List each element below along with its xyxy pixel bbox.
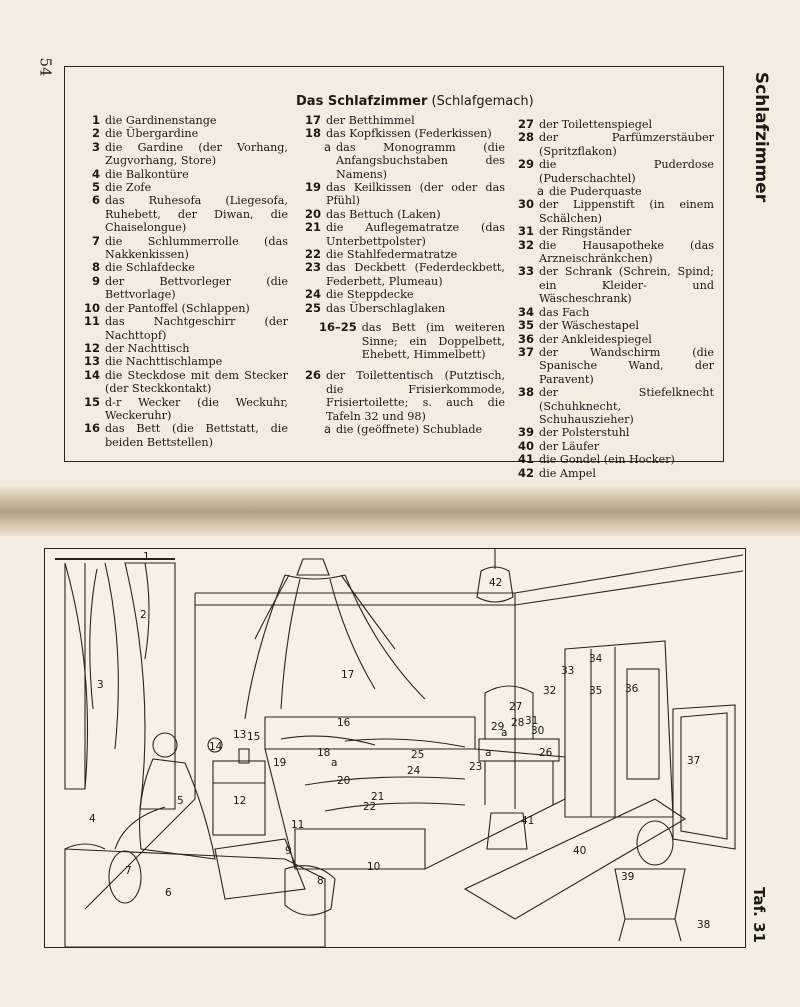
callout-16: 16 bbox=[337, 717, 351, 729]
legend-entry bbox=[301, 288, 505, 301]
legend-entry bbox=[80, 114, 288, 127]
legend-number: 10 bbox=[83, 300, 100, 315]
folding-screen bbox=[673, 705, 735, 849]
legend-text: der Toilettenspiegel bbox=[539, 118, 653, 131]
legend-text: der Wäschestapel bbox=[539, 319, 639, 333]
hanging-lamp bbox=[477, 549, 513, 602]
legend-number: 42 bbox=[517, 465, 534, 480]
legend-entry bbox=[301, 423, 505, 436]
page-title: Das Schlafzimmer (Schlafgemach) bbox=[296, 94, 534, 109]
legend-text: das Deckbett (Federdeckbett, Federbett, Plumeau) bbox=[326, 261, 505, 288]
callout-6: 6 bbox=[165, 887, 172, 899]
legend-text: die Auflegematratze (das Unterbettpolster) bbox=[326, 221, 505, 248]
legend-text: die (geöffnete) Schublade bbox=[336, 422, 483, 436]
legend-number: 37 bbox=[517, 344, 534, 359]
legend-entry bbox=[514, 306, 714, 319]
callout-26: 26 bbox=[539, 747, 553, 759]
callout-36: 36 bbox=[625, 683, 639, 695]
legend-number: 17 bbox=[304, 113, 321, 127]
callout-9: 9 bbox=[285, 845, 292, 857]
legend-number: 35 bbox=[517, 318, 534, 333]
legend-number: 25 bbox=[304, 300, 321, 315]
legend-number: 20 bbox=[304, 206, 321, 221]
legend-text: d-r Wecker (die Weckuhr, Weckeruhr) bbox=[105, 395, 288, 422]
callout-5: 5 bbox=[177, 795, 184, 807]
legend-text: das Ruhesofa (Liegesofa, Ruhebett, der Diwan, die Chaiselongue) bbox=[105, 194, 288, 235]
legend-number: 27 bbox=[517, 117, 534, 131]
legend-entry bbox=[514, 158, 714, 185]
legend-entry bbox=[80, 422, 288, 449]
legend-text: das Überschlaglaken bbox=[326, 301, 446, 315]
legend-number: 32 bbox=[517, 237, 534, 252]
legend-text: das Bett (die Bettstatt, die beiden Bettstellen) bbox=[105, 422, 288, 449]
callout-18: 18 bbox=[317, 747, 331, 759]
legend-entry bbox=[514, 346, 714, 386]
legend-entry bbox=[80, 355, 288, 368]
curtains bbox=[65, 563, 175, 809]
legend-entry bbox=[301, 369, 505, 423]
legend-entry bbox=[514, 319, 714, 332]
legend-entry bbox=[80, 369, 288, 396]
legend-entry bbox=[514, 426, 714, 439]
callout-1: 1 bbox=[143, 551, 150, 563]
side-title: Schlafzimmer bbox=[751, 71, 771, 203]
legend-number: 21 bbox=[304, 220, 321, 235]
legend-text: der Parfümzerstäuber (Spritzflakon) bbox=[539, 131, 714, 158]
callout-29a: a bbox=[501, 727, 508, 739]
legend-text: die Balkontüre bbox=[105, 167, 189, 181]
legend-text: der Polsterstuhl bbox=[539, 426, 630, 440]
legend-text: die Schlummerrolle (das Nakkenkissen) bbox=[105, 234, 288, 262]
legend-text: der Betthimmel bbox=[326, 114, 415, 127]
callout-33: 33 bbox=[561, 665, 575, 677]
legend-number: 12 bbox=[83, 340, 100, 355]
callout-11: 11 bbox=[291, 819, 305, 831]
legend-number: 16 bbox=[83, 421, 100, 436]
legend-number: 18 bbox=[304, 126, 321, 141]
callout-29: 29 bbox=[491, 721, 505, 733]
legend-entry bbox=[301, 181, 505, 208]
legend-number: 19 bbox=[304, 180, 321, 195]
legend-number: 29 bbox=[517, 157, 534, 172]
callout-41: 41 bbox=[521, 815, 535, 827]
bed-canopy bbox=[245, 559, 425, 719]
callout-24: 24 bbox=[407, 765, 421, 777]
legend-text: die Nachttischlampe bbox=[105, 355, 223, 369]
legend-number: 24 bbox=[304, 287, 321, 302]
legend-text: das Bettuch (Laken) bbox=[326, 207, 441, 221]
legend-number: 36 bbox=[517, 331, 534, 346]
legend-number: 41 bbox=[517, 452, 534, 467]
legend-number: 30 bbox=[517, 197, 534, 212]
legend-entry bbox=[514, 225, 714, 238]
legend-entry bbox=[80, 127, 288, 140]
legend-entry bbox=[80, 235, 288, 262]
legend-text: der Toilettentisch (Putztisch, die Frisierkommode, Frisiertoilette; s. auch die Tafeln 32 und 98) bbox=[326, 369, 505, 423]
page-number: 54 bbox=[36, 57, 55, 77]
legend-entry bbox=[80, 181, 288, 194]
legend-entry bbox=[301, 248, 505, 261]
legend-number: 23 bbox=[304, 260, 321, 275]
legend-number: 7 bbox=[91, 233, 100, 248]
callout-23: 23 bbox=[469, 761, 483, 773]
legend-entry bbox=[80, 194, 288, 234]
callout-15: 15 bbox=[247, 731, 261, 743]
double-bed bbox=[265, 717, 565, 869]
legend-entry bbox=[80, 261, 288, 274]
legend-entry bbox=[514, 198, 714, 225]
callout-22: 22 bbox=[363, 801, 377, 813]
callout-8: 8 bbox=[317, 875, 324, 887]
callout-39: 39 bbox=[621, 871, 635, 883]
legend-number: 9 bbox=[91, 273, 100, 288]
callout-31: 31 bbox=[525, 715, 539, 727]
legend-text: der Schrank (Schrein, Spind; ein Kleider- und Wäscheschrank) bbox=[539, 265, 714, 306]
legend-text: die Ampel bbox=[539, 466, 596, 480]
legend-number: 6 bbox=[91, 193, 100, 208]
callout-26a: a bbox=[485, 747, 492, 759]
callout-12: 12 bbox=[233, 795, 247, 807]
legend-number: 39 bbox=[517, 425, 534, 440]
legend-entry bbox=[80, 315, 288, 342]
callout-7: 7 bbox=[125, 865, 132, 877]
legend-text: die Hausapotheke (das Arzneischränkchen) bbox=[539, 238, 714, 266]
plate-label: Taf. 31 bbox=[750, 887, 768, 943]
legend-text: der Nachttisch bbox=[105, 341, 190, 355]
legend-text: der Pantoffel (Schlappen) bbox=[105, 301, 250, 315]
callout-19: 19 bbox=[273, 757, 287, 769]
bedroom-illustration bbox=[44, 548, 746, 948]
legend-number: 26 bbox=[304, 368, 321, 383]
legend-entry bbox=[514, 453, 714, 466]
legend-column-3 bbox=[514, 118, 714, 480]
legend-number: 11 bbox=[83, 314, 100, 329]
callout-27: 27 bbox=[509, 701, 523, 713]
legend-text: das Nachtgeschirr (der Nachttopf) bbox=[105, 315, 288, 342]
legend-text: die Stahlfedermatratze bbox=[326, 248, 458, 262]
callout-35: 35 bbox=[589, 685, 603, 697]
legend-entry bbox=[514, 440, 714, 453]
legend-entry bbox=[301, 141, 505, 181]
legend-number: 38 bbox=[517, 385, 534, 400]
callout-10: 10 bbox=[367, 861, 381, 873]
legend-entry bbox=[80, 275, 288, 302]
legend-entry bbox=[514, 265, 714, 305]
legend-number: 3 bbox=[91, 139, 100, 154]
legend-entry bbox=[301, 208, 505, 221]
legend-text: die Zofe bbox=[105, 181, 152, 195]
callout-17: 17 bbox=[341, 669, 355, 681]
callout-21: 21 bbox=[371, 791, 385, 803]
callout-32: 32 bbox=[543, 685, 557, 697]
maid-figure bbox=[115, 733, 215, 859]
legend-entry bbox=[301, 114, 505, 127]
callout-37: 37 bbox=[687, 755, 701, 767]
legend-number: 15 bbox=[83, 394, 100, 409]
legend-entry bbox=[514, 333, 714, 346]
legend-number: a bbox=[323, 139, 331, 154]
legend-text: das Fach bbox=[539, 305, 590, 319]
callout-13: 13 bbox=[233, 729, 247, 741]
callout-2: 2 bbox=[140, 609, 147, 621]
legend-number: 1 bbox=[91, 113, 100, 127]
legend-number: 4 bbox=[91, 166, 100, 181]
legend-text: die Übergardine bbox=[105, 127, 199, 141]
callout-25: 25 bbox=[411, 749, 425, 761]
legend-number: 40 bbox=[517, 438, 534, 453]
legend-number: a bbox=[323, 421, 331, 436]
legend-entry bbox=[514, 131, 714, 158]
legend-entry bbox=[80, 396, 288, 423]
callout-4: 4 bbox=[89, 813, 96, 825]
legend-text: die Gardinenstange bbox=[105, 114, 217, 127]
legend-entry bbox=[301, 302, 505, 315]
legend-column-1 bbox=[80, 114, 288, 449]
callout-30: 30 bbox=[531, 725, 545, 737]
legend-text: der Ringständer bbox=[539, 225, 632, 239]
legend-number: 5 bbox=[91, 180, 100, 195]
legend-text: das Keilkissen (der oder das Pfühl) bbox=[326, 181, 505, 208]
legend-entry bbox=[514, 118, 714, 131]
legend-text: die Schlafdecke bbox=[105, 261, 195, 275]
callout-40: 40 bbox=[573, 845, 587, 857]
legend-entry bbox=[80, 342, 288, 355]
legend-text: der Ankleidespiegel bbox=[539, 332, 652, 346]
legend-text: das Kopfkissen (Federkissen) bbox=[326, 127, 492, 141]
legend-number: 33 bbox=[517, 264, 534, 279]
legend-entry bbox=[301, 261, 505, 288]
legend-note: 16–25 das Bett (im weiteren Sinne; ein Doppelbett, Ehebett, Himmelbett) bbox=[319, 320, 505, 361]
callout-14: 14 bbox=[209, 741, 223, 753]
callout-18a: a bbox=[331, 757, 338, 769]
wardrobe bbox=[565, 641, 673, 817]
callout-34: 34 bbox=[589, 653, 603, 665]
legend-text: der Läufer bbox=[539, 439, 600, 453]
legend-number: 34 bbox=[517, 304, 534, 319]
legend-number: 8 bbox=[91, 260, 100, 275]
legend-entry bbox=[301, 221, 505, 248]
legend-text: der Bettvorleger (die Bettvorlage) bbox=[105, 274, 288, 302]
legend-number: 31 bbox=[517, 224, 534, 239]
legend-entry bbox=[514, 239, 714, 266]
room-walls bbox=[85, 555, 743, 909]
legend-text: die Steckdose mit dem Stecker (der Steckkontakt) bbox=[105, 368, 288, 396]
legend-text: der Stiefelknecht (Schuhknecht, Schuhauszieher) bbox=[539, 386, 714, 426]
legend-text: der Lippenstift (in einem Schälchen) bbox=[539, 198, 714, 225]
legend-entry bbox=[301, 127, 505, 140]
legend-number: 2 bbox=[91, 126, 100, 141]
legend-number: 14 bbox=[83, 367, 100, 382]
legend-text: die Puderquaste bbox=[549, 185, 642, 199]
callout-38: 38 bbox=[697, 919, 711, 931]
callout-3: 3 bbox=[97, 679, 104, 691]
legend-text: die Puderdose (Puderschachtel) bbox=[539, 158, 714, 185]
callout-42: 42 bbox=[489, 577, 503, 589]
legend-number: 28 bbox=[517, 130, 534, 145]
legend-text: der Wandschirm (die Spanische Wand, der Paravent) bbox=[539, 345, 714, 386]
legend-text: das Monogramm (die Anfangsbuchstaben des Namens) bbox=[336, 140, 505, 181]
legend-text: die Gardine (der Vorhang, Zugvorhang, Store) bbox=[105, 140, 288, 168]
legend-entry bbox=[514, 386, 714, 426]
legend-entry bbox=[80, 141, 288, 168]
legend-number: 13 bbox=[83, 354, 100, 369]
legend-number: a bbox=[536, 184, 544, 199]
legend-number: 22 bbox=[304, 247, 321, 262]
legend-column-2 bbox=[301, 114, 505, 436]
legend-entry bbox=[514, 467, 714, 480]
callout-28: 28 bbox=[511, 717, 525, 729]
callout-20: 20 bbox=[337, 775, 351, 787]
legend-text: die Gondel (ein Hocker) bbox=[539, 453, 675, 467]
legend-text: die Steppdecke bbox=[326, 288, 414, 302]
legend-entry bbox=[80, 302, 288, 315]
legend-entry bbox=[80, 168, 288, 181]
book-gutter bbox=[0, 486, 800, 538]
legend-entry bbox=[514, 185, 714, 198]
